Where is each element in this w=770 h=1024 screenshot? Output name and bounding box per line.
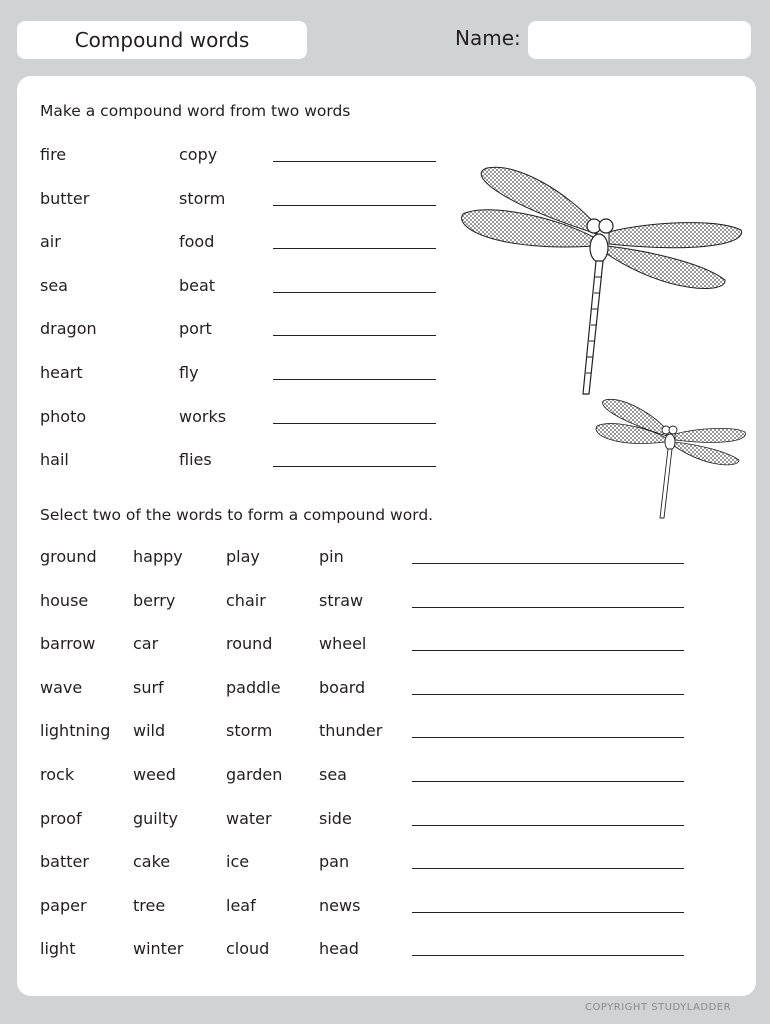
answer-line[interactable] (273, 335, 436, 336)
word-option: leaf (226, 895, 256, 915)
word-option: wheel (319, 634, 367, 654)
part1-row (40, 276, 460, 296)
answer-line[interactable] (412, 825, 684, 826)
part1-row (40, 407, 460, 427)
second-word: beat (179, 275, 216, 295)
word-option: sea (319, 765, 347, 784)
word-option: weed (133, 765, 176, 784)
word-option: board (319, 677, 366, 697)
dragonfly-small-icon (593, 396, 749, 520)
word-option: cake (133, 852, 171, 872)
first-word: air (40, 232, 61, 252)
word-option: rock (40, 765, 75, 784)
word-option: surf (133, 677, 164, 697)
answer-line[interactable] (273, 161, 436, 162)
answer-line[interactable] (273, 292, 436, 293)
word-option: head (319, 939, 359, 959)
word-option: wave (40, 677, 83, 697)
word-option: happy (133, 547, 183, 566)
answer-line[interactable] (273, 423, 436, 424)
copyright-notice: COPYRIGHT STUDYLADDER (585, 1002, 732, 1013)
part1-row (40, 189, 460, 209)
answer-line[interactable] (412, 868, 684, 869)
answer-line[interactable] (412, 694, 684, 695)
part1-row (40, 363, 460, 383)
second-word: flies (179, 450, 212, 470)
word-option: guilty (133, 808, 178, 828)
part2-row (40, 591, 690, 611)
first-word: photo (40, 406, 87, 426)
name-label: Name: (455, 26, 521, 50)
part2-row (40, 678, 690, 698)
first-word: butter (40, 188, 90, 208)
part1-row (40, 450, 460, 470)
answer-line[interactable] (273, 379, 436, 380)
word-option: pan (319, 852, 350, 872)
word-option: storm (226, 721, 273, 741)
word-option: winter (133, 939, 184, 959)
second-word: port (179, 319, 212, 339)
second-word: food (179, 232, 215, 252)
word-option: ground (40, 547, 97, 566)
word-option: water (226, 808, 272, 828)
answer-line[interactable] (273, 466, 436, 467)
word-option: proof (40, 808, 82, 828)
word-option: play (226, 547, 260, 566)
part2-row (40, 809, 690, 829)
part1-row (40, 232, 460, 252)
part2-row (40, 896, 690, 916)
word-option: paddle (226, 677, 281, 697)
word-option: round (226, 634, 273, 654)
part1-row (40, 319, 460, 339)
answer-line[interactable] (412, 737, 684, 738)
word-option: light (40, 939, 76, 959)
word-option: chair (226, 590, 266, 610)
word-option: thunder (319, 721, 383, 741)
word-option: berry (133, 590, 176, 610)
word-option: barrow (40, 634, 96, 654)
answer-line[interactable] (273, 248, 436, 249)
second-word: storm (179, 188, 226, 208)
part2-row (40, 765, 690, 785)
answer-line[interactable] (412, 912, 684, 913)
part1-instruction: Make a compound word from two words (40, 102, 351, 120)
part2-row (40, 939, 690, 959)
name-field[interactable] (528, 21, 751, 59)
word-option: paper (40, 895, 87, 915)
dragonfly-large-icon (457, 162, 747, 397)
word-option: ice (226, 852, 250, 872)
answer-line[interactable] (412, 563, 684, 564)
word-option: pin (319, 547, 344, 566)
first-word: heart (40, 363, 83, 382)
answer-line[interactable] (412, 607, 684, 608)
first-word: fire (40, 145, 67, 164)
first-word: hail (40, 450, 69, 470)
word-option: tree (133, 895, 166, 915)
answer-line[interactable] (412, 955, 684, 956)
part2-instruction: Select two of the words to form a compound word. (40, 506, 434, 524)
second-word: copy (179, 145, 218, 164)
word-option: news (319, 895, 361, 915)
word-option: straw (319, 590, 364, 610)
part2-row (40, 721, 690, 741)
word-option: house (40, 590, 89, 610)
second-word: works (179, 406, 227, 426)
second-word: fly (179, 363, 199, 382)
word-option: side (319, 808, 352, 828)
word-option: garden (226, 765, 283, 784)
part1-row (40, 145, 460, 165)
worksheet-title: Compound words (74, 28, 250, 52)
answer-line[interactable] (273, 205, 436, 206)
word-option: batter (40, 852, 89, 872)
answer-line[interactable] (412, 781, 684, 782)
answer-line[interactable] (412, 650, 684, 651)
word-option: car (133, 634, 159, 654)
part2-row (40, 634, 690, 654)
part2-row (40, 547, 690, 567)
word-option: cloud (226, 939, 270, 959)
worksheet-sheet (17, 76, 756, 996)
first-word: sea (40, 275, 68, 295)
word-option: wild (133, 721, 166, 741)
first-word: dragon (40, 319, 97, 339)
word-option: lightning (40, 721, 111, 741)
part2-row (40, 852, 690, 872)
worksheet-title-box (17, 21, 307, 59)
